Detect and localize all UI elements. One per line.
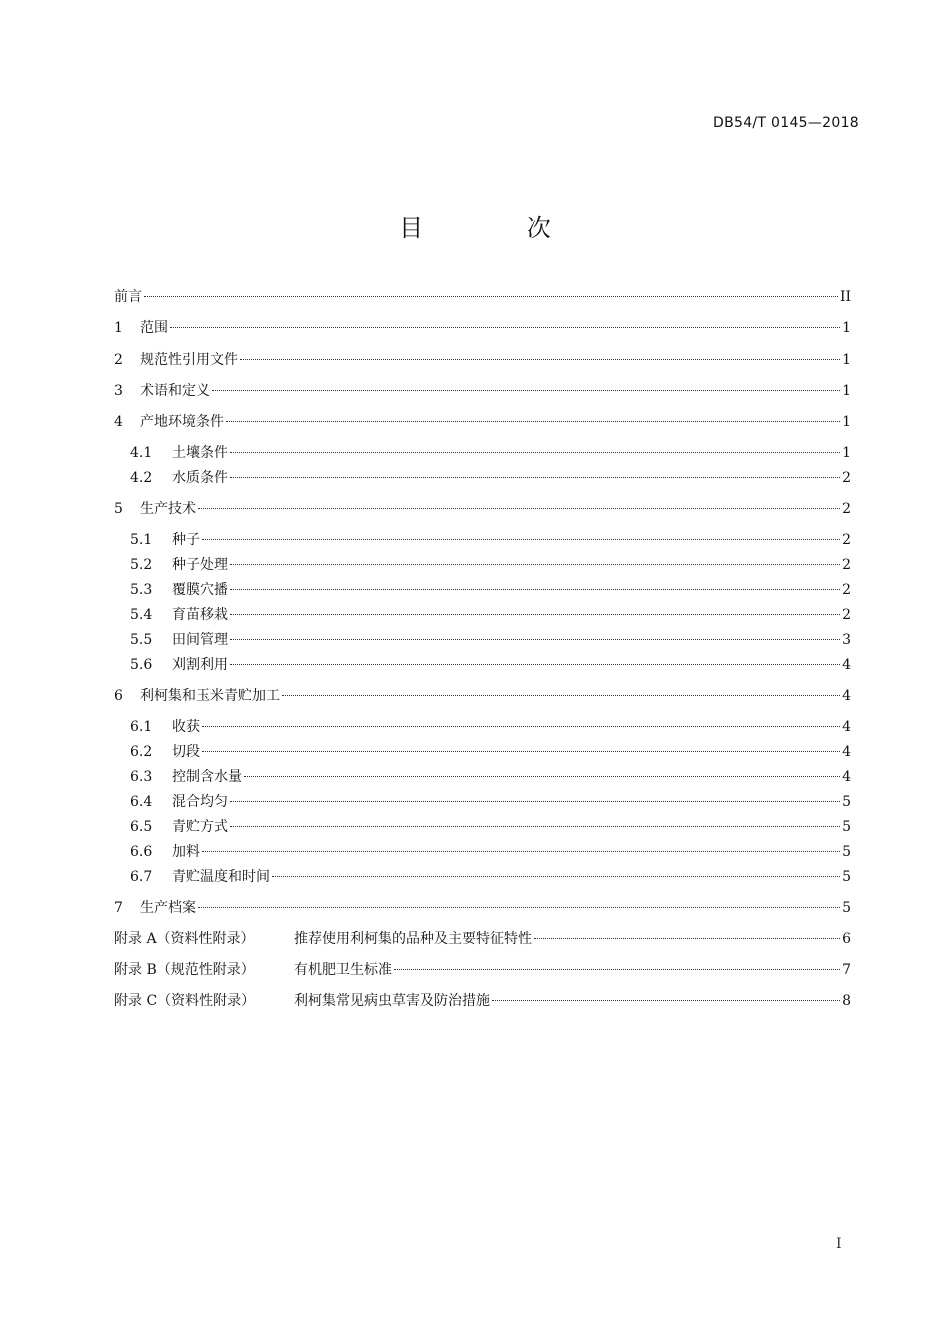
toc-entry[interactable] (114, 443, 851, 463)
toc-entry-number: 6 (114, 688, 123, 704)
toc-entry-number: 4.2 (130, 470, 153, 486)
toc-entry-number: 附录 A（资料性附录） (114, 931, 255, 947)
toc-dot-leader (202, 726, 840, 727)
toc-entry[interactable] (114, 717, 851, 737)
toc-entry-number: 5.6 (130, 657, 153, 673)
toc-dot-leader (170, 327, 840, 328)
toc-entry-label: 控制含水量 (172, 769, 242, 785)
toc-entry-label: 前言 (114, 289, 142, 305)
toc-entry[interactable] (114, 655, 851, 675)
toc-entry-number: 5.2 (130, 557, 153, 573)
toc-entry-page: 2 (842, 470, 851, 486)
toc-entry-number: 6.7 (130, 869, 153, 885)
toc-entry-page: 4 (842, 688, 851, 704)
toc-entry-label: 青贮温度和时间 (172, 869, 270, 885)
toc-entry-number: 附录 B（规范性附录） (114, 962, 255, 978)
toc-entry[interactable] (114, 742, 851, 762)
toc-entry-number: 6.4 (130, 794, 153, 810)
toc-entry-page: 2 (842, 582, 851, 598)
toc-dot-leader (272, 876, 840, 877)
toc-entry-label: 育苗移栽 (172, 607, 228, 623)
toc-entry-label: 产地环境条件 (140, 414, 224, 430)
toc-entry-page: 4 (842, 719, 851, 735)
toc-dot-leader (230, 452, 840, 453)
toc-entry-label: 种子 (172, 532, 200, 548)
toc-entry-label: 有机肥卫生标准 (294, 962, 392, 978)
toc-entry-label: 田间管理 (172, 632, 228, 648)
toc-entry-page: 4 (842, 657, 851, 673)
toc-entry-label: 利柯集和玉米青贮加工 (140, 688, 280, 704)
toc-dot-leader (240, 359, 840, 360)
toc-entry-label: 术语和定义 (140, 383, 210, 399)
toc-dot-leader (230, 589, 840, 590)
toc-entry-number: 5.1 (130, 532, 153, 548)
toc-entry-label: 刈割利用 (172, 657, 228, 673)
toc-dot-leader (226, 421, 840, 422)
toc-entry-page: 5 (842, 819, 851, 835)
toc-entry-page: 8 (842, 993, 851, 1009)
toc-entry[interactable] (114, 630, 851, 650)
toc-entry-label: 规范性引用文件 (140, 352, 238, 368)
toc-entry[interactable] (114, 898, 851, 918)
toc-dot-leader (212, 390, 840, 391)
toc-entry-label: 覆膜穴播 (172, 582, 228, 598)
toc-entry-number: 2 (114, 352, 123, 368)
toc-entry[interactable] (114, 318, 851, 338)
toc-entry-number: 6.3 (130, 769, 153, 785)
toc-entry-page: 1 (842, 414, 851, 430)
toc-entry-number: 6.5 (130, 819, 153, 835)
toc-entry-label: 加料 (172, 844, 200, 860)
toc-entry-page: 1 (842, 320, 851, 336)
toc-appendix-entry[interactable] (114, 991, 851, 1011)
toc-dot-leader (202, 851, 840, 852)
toc-dot-leader (230, 477, 840, 478)
toc-dot-leader (230, 664, 840, 665)
toc-entry[interactable] (114, 605, 851, 625)
toc-entry[interactable] (114, 580, 851, 600)
toc-entry-page: 5 (842, 794, 851, 810)
toc-entry-page: 2 (842, 557, 851, 573)
toc-entry-label: 生产技术 (140, 501, 196, 517)
toc-dot-leader (492, 1000, 840, 1001)
toc-appendix-entry[interactable] (114, 960, 851, 980)
toc-entry[interactable] (114, 792, 851, 812)
toc-entry[interactable] (114, 350, 851, 370)
toc-entry[interactable] (114, 842, 851, 862)
toc-entry-page: 6 (842, 931, 851, 947)
toc-entry-label: 切段 (172, 744, 200, 760)
toc-entry-page: 1 (842, 352, 851, 368)
toc-entry-label: 种子处理 (172, 557, 228, 573)
toc-entry-number: 6.2 (130, 744, 153, 760)
toc-dot-leader (230, 801, 840, 802)
toc-entry[interactable] (114, 468, 851, 488)
toc-entry-page: 4 (842, 769, 851, 785)
toc-entry-page: 2 (842, 501, 851, 517)
toc-dot-leader (534, 938, 840, 939)
toc-entry-number: 5 (114, 501, 123, 517)
document-code: DB54/T 0145—2018 (713, 115, 859, 131)
toc-entry[interactable] (114, 817, 851, 837)
toc-entry-page: II (839, 289, 851, 305)
toc-entry-number: 7 (114, 900, 123, 916)
toc-entry-page: 2 (842, 532, 851, 548)
toc-dot-leader (230, 614, 840, 615)
toc-entry[interactable] (114, 555, 851, 575)
toc-dot-leader (230, 826, 840, 827)
toc-entry-page: 2 (842, 607, 851, 623)
toc-entry[interactable] (114, 381, 851, 401)
toc-entry[interactable] (114, 686, 851, 706)
toc-dot-leader (202, 751, 840, 752)
toc-entry-page: 5 (842, 900, 851, 916)
toc-entry-label: 收获 (172, 719, 200, 735)
toc-entry-number: 3 (114, 383, 123, 399)
toc-entry-number: 1 (114, 320, 123, 336)
page-title: 目 次 (399, 214, 599, 242)
toc-dot-leader (282, 695, 840, 696)
toc-entry-page: 7 (842, 962, 851, 978)
toc-dot-leader (198, 907, 840, 908)
toc-dot-leader (230, 639, 840, 640)
toc-entry[interactable] (114, 412, 851, 432)
toc-dot-leader (230, 564, 840, 565)
toc-dot-leader (198, 508, 840, 509)
toc-entry-page: 4 (842, 744, 851, 760)
toc-dot-leader (394, 969, 840, 970)
toc-entry-number: 4.1 (130, 445, 153, 461)
page-number: I (836, 1236, 842, 1252)
toc-entry-page: 5 (842, 869, 851, 885)
toc-entry-number: 4 (114, 414, 123, 430)
toc-entry-label: 青贮方式 (172, 819, 228, 835)
toc-entry-label: 生产档案 (140, 900, 196, 916)
toc-entry-number: 5.3 (130, 582, 153, 598)
toc-entry-number: 6.1 (130, 719, 153, 735)
toc-entry[interactable] (114, 767, 851, 787)
toc-entry-number: 5.4 (130, 607, 153, 623)
toc-entry-number: 6.6 (130, 844, 153, 860)
toc-dot-leader (202, 539, 840, 540)
toc-dot-leader (144, 296, 838, 297)
toc-entry-label: 利柯集常见病虫草害及防治措施 (294, 993, 490, 1009)
toc-entry-label: 土壤条件 (172, 445, 228, 461)
toc-entry-label: 范围 (140, 320, 168, 336)
toc-entry-page: 1 (842, 445, 851, 461)
toc-entry-page: 3 (842, 632, 851, 648)
toc-dot-leader (244, 776, 840, 777)
toc-entry-number: 附录 C（资料性附录） (114, 993, 256, 1009)
toc-entry[interactable] (114, 499, 851, 519)
toc-entry-number: 5.5 (130, 632, 153, 648)
toc-entry[interactable] (114, 530, 851, 550)
toc-entry[interactable] (114, 867, 851, 887)
toc-appendix-entry[interactable] (114, 929, 851, 949)
toc-entry[interactable] (114, 287, 851, 307)
toc-entry-page: 5 (842, 844, 851, 860)
toc-entry-label: 混合均匀 (172, 794, 228, 810)
toc-entry-label: 推荐使用利柯集的品种及主要特征特性 (294, 931, 532, 947)
toc-entry-page: 1 (842, 383, 851, 399)
toc-entry-label: 水质条件 (172, 470, 228, 486)
